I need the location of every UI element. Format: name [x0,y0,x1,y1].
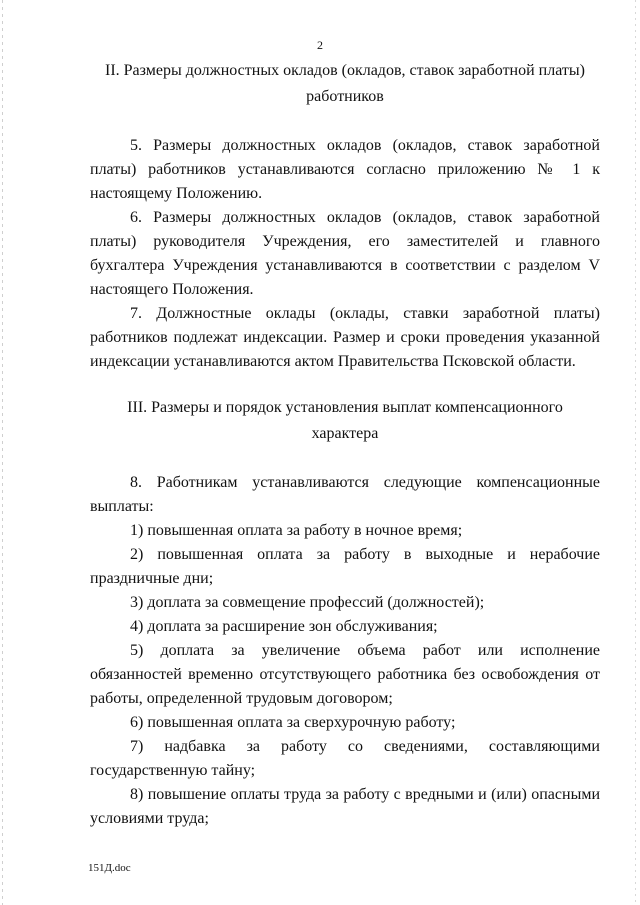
paragraph-8-intro: 8. Работникам устанавливаются следующие компенсационные выплаты: [90,474,600,515]
paragraph-5: 5. Размеры должностных окладов (окладов, ставок заработной платы) работников устанавливаются согласно приложению № 1 к настоящему Положению. [90,137,600,202]
list-item: 4) доплата за расширение зон обслуживания; [130,618,438,635]
section-3-heading: III. Размеры и порядок установления выплат компенсационного характера [127,399,563,442]
file-name-footer: 151Д.doc [88,862,131,874]
list-item: 1) повышенная оплата за работу в ночное время; [130,522,463,539]
list-item: 3) доплата за совмещение профессий (должностей); [130,594,485,611]
list-item: 6) повышенная оплата за сверхурочную работу; [130,714,456,731]
paragraph-7: 7. Должностные оклады (оклады, ставки заработной платы) работников подлежат индексации. Размер и сроки проведения указанной индексации устанавливаются актом Правительства Псковской области. [90,305,600,370]
paragraph-6: 6. Размеры должностных окладов (окладов, ставок заработной платы) руководителя Учреждения, его заместителей и главного бухгалтера Учреждения устанавливаются в соответствии с разделом V настоящего Положения. [90,209,600,298]
scan-edge-right [635,0,636,905]
list-item: 7) надбавка за работу со сведениями, составляющими государственную тайну; [90,738,600,779]
list-item: 2) повышенная оплата за работу в выходные и нерабочие праздничные дни; [90,546,600,587]
page-number: 2 [317,38,323,52]
list-item: 8) повышение оплаты труда за работу с вредными и (или) опасными условиями труда; [90,786,600,827]
document-body [90,58,600,831]
section-2-heading: II. Размеры должностных окладов (окладов, ставок заработной платы) работников [105,62,585,105]
list-item: 5) доплата за увеличение объема работ или исполнение обязанностей временно отсутствующего работника без освобождения от работы, определенной трудовым договором; [90,642,600,707]
scan-edge-left [2,0,3,905]
